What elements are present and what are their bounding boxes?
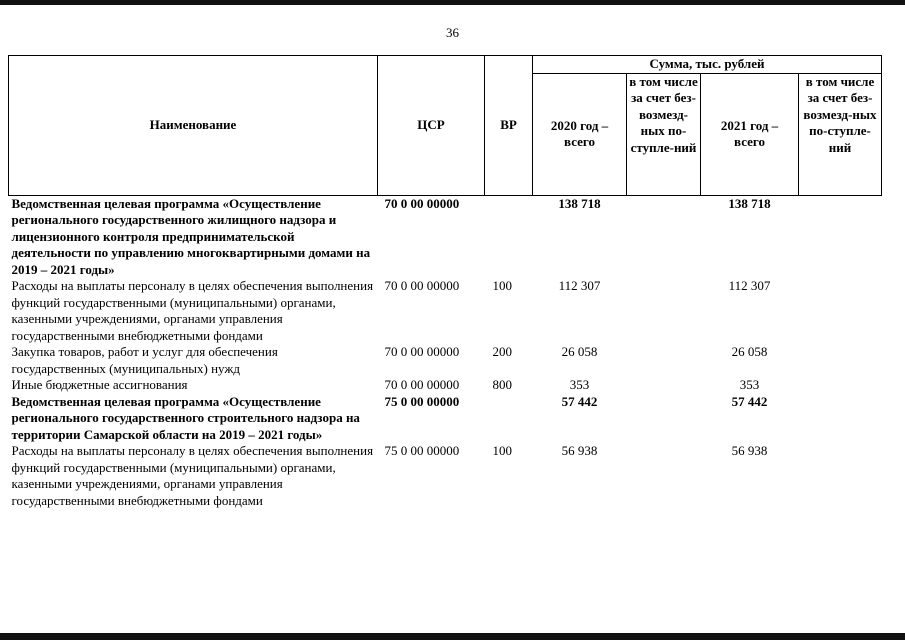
cell-vr: 200 <box>492 344 512 359</box>
cell-2021-gratuitous <box>799 344 882 377</box>
scan-edge-top <box>0 0 905 5</box>
header-name: Наименование <box>9 56 378 196</box>
cell-2020-total: 57 442 <box>561 393 598 409</box>
table-header <box>9 56 882 196</box>
cell-csr: 70 0 00 00000 <box>384 195 460 211</box>
table-row <box>9 377 882 394</box>
cell-2020-total: 56 938 <box>561 443 598 458</box>
cell-2020-total: 353 <box>569 377 590 392</box>
table-row <box>9 394 882 444</box>
table-row <box>9 278 882 344</box>
cell-2021-total: 26 058 <box>731 344 768 359</box>
cell-2021-gratuitous <box>799 394 882 444</box>
cell-csr: 70 0 00 00000 <box>384 344 460 359</box>
cell-2020-gratuitous <box>627 394 701 444</box>
header-2020-total: 2020 год – всего <box>533 73 627 195</box>
header-sum-group: Сумма, тыс. рублей <box>533 56 882 74</box>
cell-2020-gratuitous <box>627 344 701 377</box>
cell-csr: 75 0 00 00000 <box>384 443 460 458</box>
cell-2021-gratuitous <box>799 377 882 394</box>
cell-csr: 75 0 00 00000 <box>384 393 460 409</box>
table-body <box>9 195 882 509</box>
cell-vr: 100 <box>492 443 512 458</box>
cell-2020-gratuitous <box>627 377 701 394</box>
budget-table <box>8 55 882 509</box>
cell-2021-gratuitous <box>799 195 882 278</box>
cell-2021-gratuitous <box>799 443 882 509</box>
cell-name: Ведомственная целевая программа «Осуществление регионального государственного жилищного надзора и лицензионного контроля предпринимательской деятельности по управлению многоквартирными домами на 2019 – 2021 годы» <box>11 195 371 277</box>
cell-name: Ведомственная целевая программа «Осуществление регионального государственного строительного надзора на территории Самарской области на 2019 – 2021 годы» <box>11 393 360 442</box>
header-2021-total: 2021 год – всего <box>701 73 799 195</box>
header-vr: ВР <box>485 56 533 196</box>
page-number: 36 <box>446 25 459 40</box>
cell-2021-total: 353 <box>739 377 760 392</box>
cell-vr <box>485 195 533 278</box>
cell-2021-gratuitous <box>799 278 882 344</box>
cell-vr: 100 <box>492 278 512 293</box>
cell-2020-gratuitous <box>627 195 701 278</box>
cell-2021-total: 57 442 <box>731 393 768 409</box>
cell-2021-total: 56 938 <box>731 443 768 458</box>
cell-name: Иные бюджетные ассигнования <box>11 377 188 392</box>
cell-2021-total: 112 307 <box>728 278 771 293</box>
header-2021-gratuitous: в том числе за счет без-возмезд-ных по-ступле-ний <box>799 73 882 195</box>
table-row <box>9 443 882 509</box>
cell-2020-total: 26 058 <box>561 344 598 359</box>
cell-csr: 70 0 00 00000 <box>384 377 460 392</box>
budget-table-container <box>8 55 881 509</box>
table-row <box>9 195 882 278</box>
cell-csr: 70 0 00 00000 <box>384 278 460 293</box>
cell-2020-gratuitous <box>627 278 701 344</box>
cell-vr: 800 <box>492 377 512 392</box>
cell-2020-gratuitous <box>627 443 701 509</box>
cell-2020-total: 112 307 <box>558 278 601 293</box>
cell-name: Расходы на выплаты персоналу в целях обеспечения выполнения функций государственными (муниципальными) органами, казенными учреждениями, органами управления государственными внебюджетными фондами <box>11 443 374 508</box>
header-2020-gratuitous: в том числе за счет без-возмезд-ных по-ступле-ний <box>627 73 701 195</box>
cell-name: Закупка товаров, работ и услуг для обеспечения государственных (муниципальных) нужд <box>11 344 278 376</box>
cell-name: Расходы на выплаты персоналу в целях обеспечения выполнения функций государственными (муниципальными) органами, казенными учреждениями, органами управления государственными внебюджетными фондами <box>11 278 374 343</box>
table-row <box>9 344 882 377</box>
cell-2020-total: 138 718 <box>558 195 601 211</box>
header-csr: ЦСР <box>378 56 485 196</box>
scan-edge-bottom <box>0 633 905 640</box>
cell-vr <box>485 394 533 444</box>
cell-2021-total: 138 718 <box>728 195 771 211</box>
